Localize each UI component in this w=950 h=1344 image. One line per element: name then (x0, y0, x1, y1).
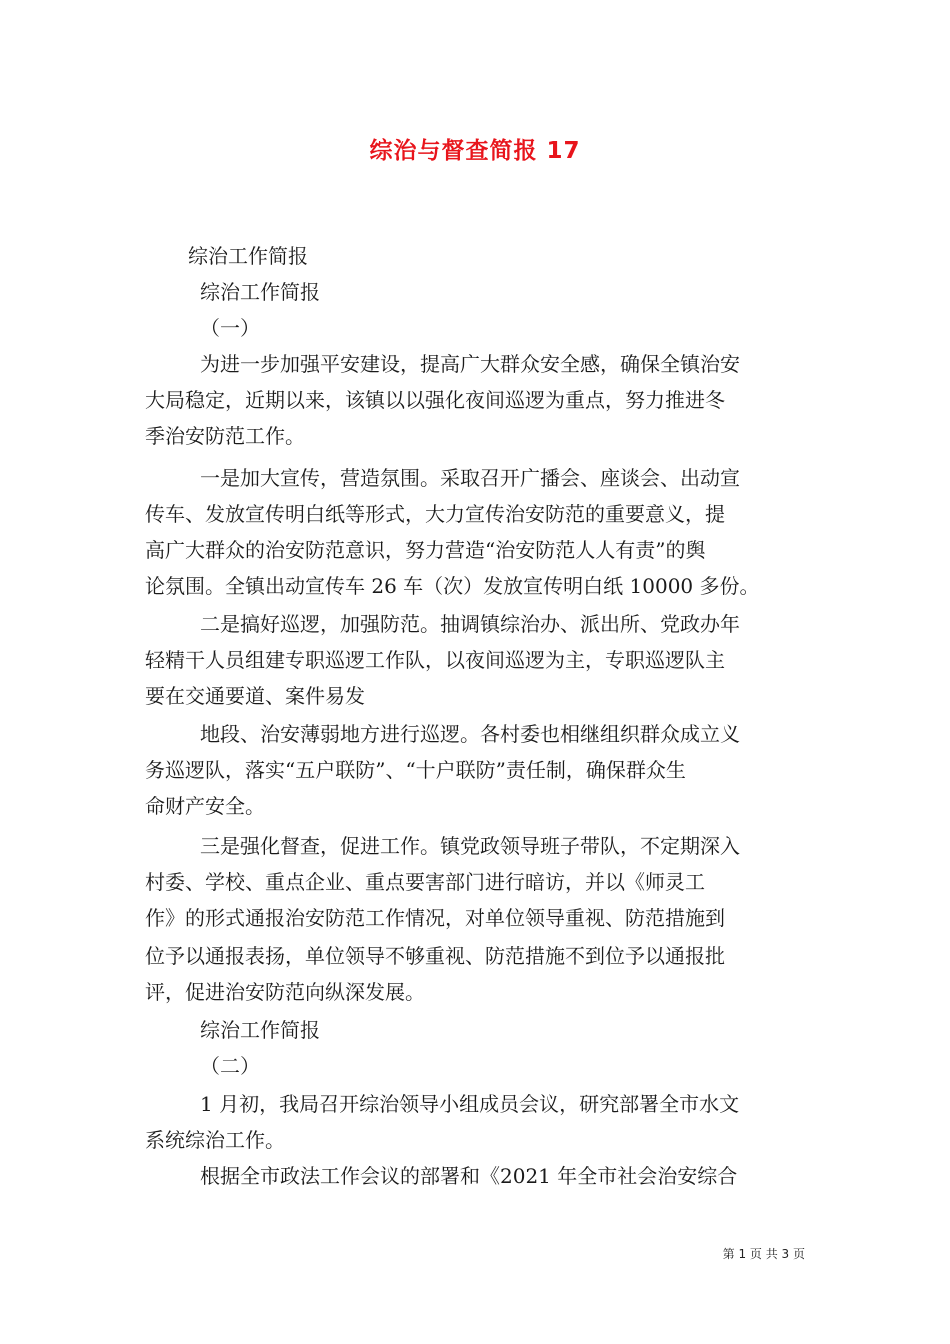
body-line: 二是搞好巡逻，加强防范。抽调镇综治办、派出所、党政办年 (200, 612, 740, 636)
body-line: 要在交通要道、案件易发 (145, 684, 365, 708)
body-line: 轻精干人员组建专职巡逻工作队，以夜间巡逻为主，专职巡逻队主 (145, 648, 725, 672)
body-line: 一是加大宣传，营造氛围。采取召开广播会、座谈会、出动宣 (200, 466, 740, 490)
body-line: 为进一步加强平安建设，提高广大群众安全感，确保全镇治安 (200, 352, 740, 376)
body-line: 高广大群众的治安防范意识，努力营造“治安防范人人有责”的舆 (145, 538, 706, 562)
body-line: 系统综治工作。 (145, 1128, 285, 1152)
body-line: 综治工作简报 (200, 280, 320, 304)
body-line: 三是强化督查，促进工作。镇党政领导班子带队，不定期深入 (200, 834, 740, 858)
body-line: 1 月初，我局召开综治领导小组成员会议，研究部署全市水文 (200, 1092, 740, 1116)
body-line: 大局稳定，近期以来，该镇以以强化夜间巡逻为重点，努力推进冬 (145, 388, 725, 412)
document-title: 综治与督查简报 17 (369, 138, 581, 164)
body-line: （二） (200, 1054, 260, 1078)
body-line: 命财产安全。 (145, 794, 265, 818)
page-number: 第 1 页 共 3 页 (722, 1247, 805, 1261)
body-line: 评，促进治安防范向纵深发展。 (145, 980, 425, 1004)
body-line: 务巡逻队，落实“五户联防”、“十户联防”责任制，确保群众生 (145, 758, 686, 782)
body-line: 论氛围。全镇出动宣传车 26 车（次）发放宣传明白纸 10000 多份。 (145, 574, 760, 598)
body-line: 作》的形式通报治安防范工作情况，对单位领导重视、防范措施到 (145, 906, 725, 930)
body-line: 传车、发放宣传明白纸等形式，大力宣传治安防范的重要意义，提 (145, 502, 725, 526)
body-line: 村委、学校、重点企业、重点要害部门进行暗访，并以《师灵工 (145, 870, 705, 894)
body-line: 根据全市政法工作会议的部署和《2021 年全市社会治安综合 (200, 1164, 738, 1188)
body-line: 季治安防范工作。 (145, 424, 305, 448)
body-line: （一） (200, 316, 260, 340)
body-line: 综治工作简报 (200, 1018, 320, 1042)
body-line: 地段、治安薄弱地方进行巡逻。各村委也相继组织群众成立义 (200, 722, 740, 746)
body-line: 综治工作简报 (188, 244, 308, 268)
body-line: 位予以通报表扬，单位领导不够重视、防范措施不到位予以通报批 (145, 944, 725, 968)
